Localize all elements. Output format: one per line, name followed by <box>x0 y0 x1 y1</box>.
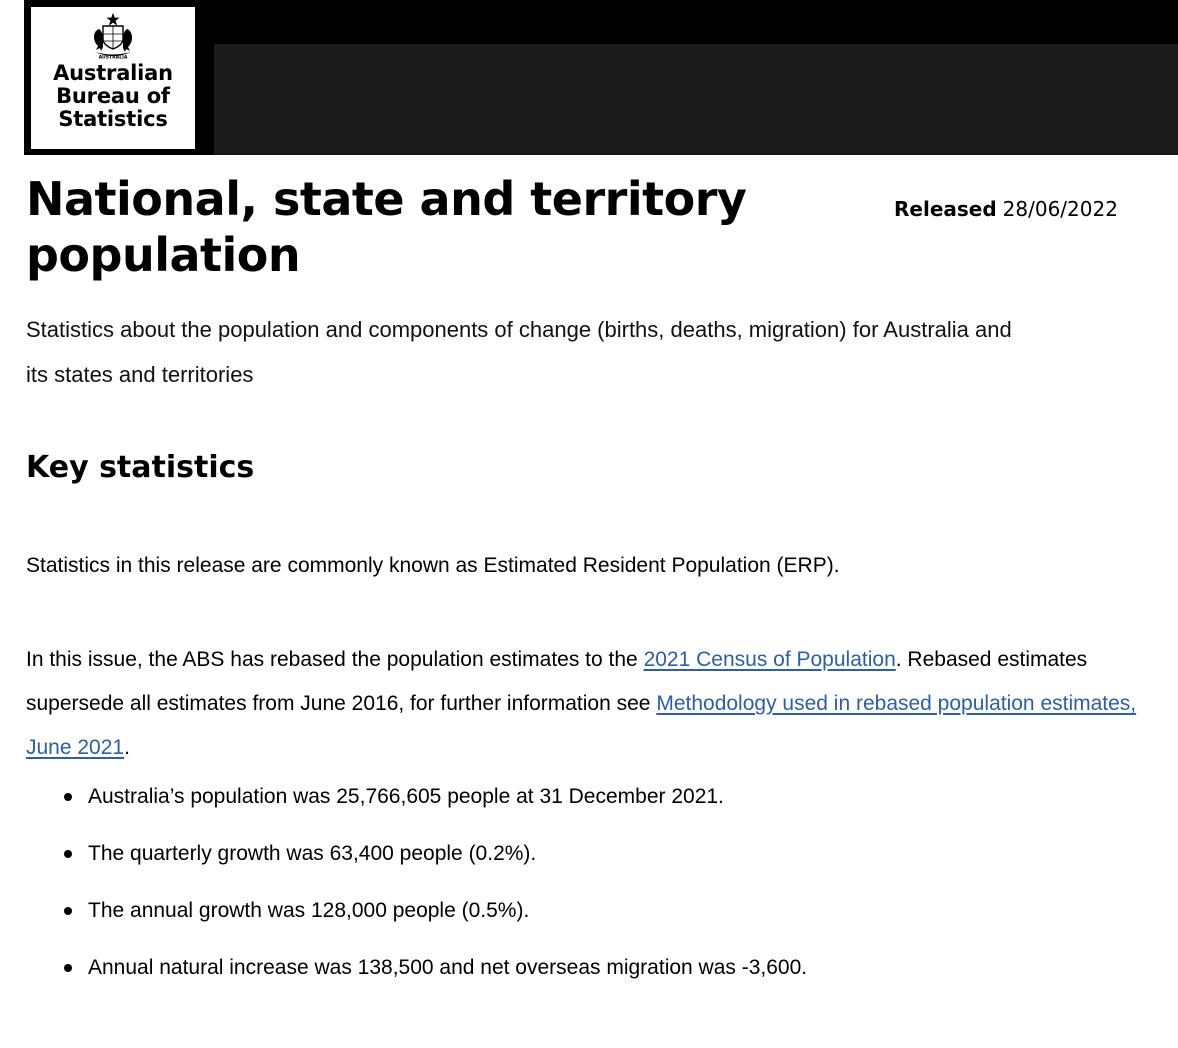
paragraph-rebase-text-3: . <box>124 736 130 759</box>
abs-logo-line-1: Australian <box>53 61 173 85</box>
australian-coat-of-arms-icon <box>81 13 145 61</box>
paragraph-rebase-text-1: In this issue, the ABS has rebased the population estimates to the <box>26 648 644 671</box>
paragraph-rebase <box>26 638 1161 770</box>
list-item: The quarterly growth was 63,400 people (0.2%). <box>64 840 1164 868</box>
abs-logo-line-2: Bureau of <box>56 84 170 108</box>
list-item: Australia’s population was 25,766,605 people at 31 December 2021. <box>64 783 1164 811</box>
page-title: National, state and territory population <box>26 172 747 282</box>
paragraph-erp: Statistics in this release are commonly known as Estimated Resident Population (ERP). <box>26 554 840 577</box>
banner-inner <box>214 44 1178 155</box>
link-methodology-rebased-estimates[interactable]: Methodology used in rebased population estimates, June 2021 <box>26 692 1137 759</box>
list-item: Annual natural increase was 138,500 and net overseas migration was -3,600. <box>64 954 1164 982</box>
abs-logo[interactable] <box>28 4 198 152</box>
link-2021-census-of-population[interactable]: 2021 Census of Population <box>643 648 896 671</box>
released-label: Released <box>894 197 997 221</box>
released-info <box>894 197 1118 222</box>
list-item: The annual growth was 128,000 people (0.5%). <box>64 897 1164 925</box>
key-statistics-list <box>26 783 1164 1011</box>
released-date: 28/06/2022 <box>1002 197 1118 221</box>
page-subtitle: Statistics about the population and components of change (births, deaths, migration) for Australia and its states and territories <box>26 317 1012 387</box>
abs-logo-line-3: Statistics <box>58 107 168 131</box>
banner-left-margin <box>0 0 24 155</box>
section-heading-key-statistics: Key statistics <box>26 450 255 485</box>
svg-text:AUSTRALIA: AUSTRALIA <box>98 55 128 61</box>
paragraph-rebase-text-2: . Rebased estimates supersede all estimates from June 2016, for further information see <box>26 648 1088 715</box>
